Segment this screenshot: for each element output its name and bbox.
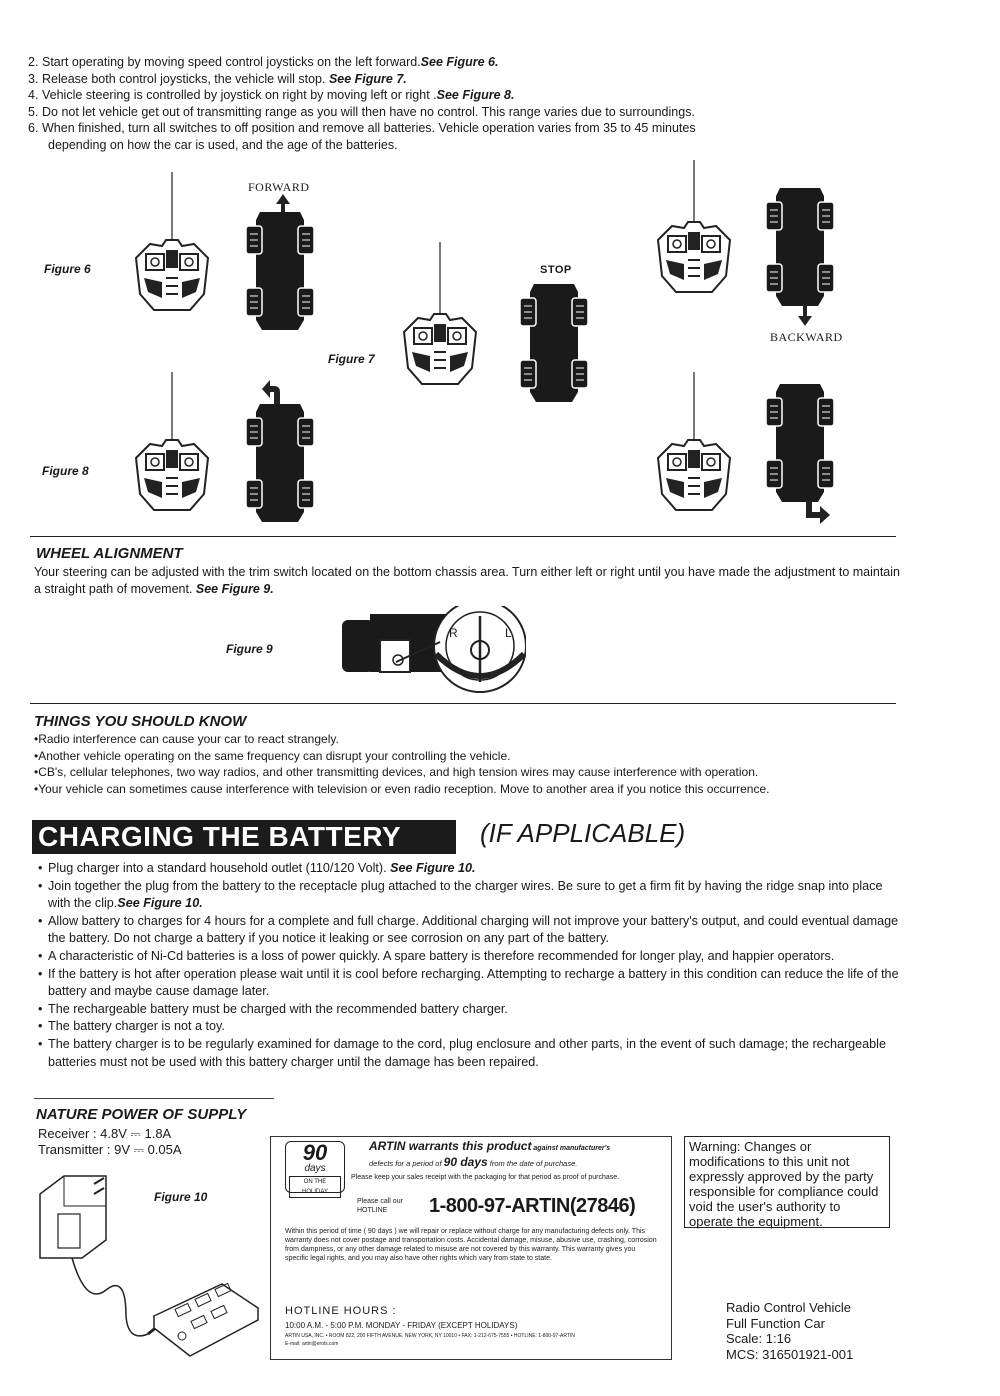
transmitter-rating: Transmitter : 9V ⎓ 0.05A xyxy=(38,1142,182,1157)
wheel-alignment-heading: WHEEL ALIGNMENT xyxy=(36,545,183,562)
figure-7-label: Figure 7 xyxy=(328,352,375,366)
supply-values xyxy=(38,1126,182,1158)
instruction-6: 6. When finished, turn all switches to off position and remove all batteries. Vehicle operation varies from 35 to 45 minutes xyxy=(28,121,696,135)
receiver-rating: Receiver : 4.8V ⎓ 1.8A xyxy=(38,1126,172,1141)
hotline-hours: 10:00 A.M. - 5:00 P.M. MONDAY - FRIDAY (EXCEPT HOLIDAYS) xyxy=(285,1321,518,1330)
figure-9-label: Figure 9 xyxy=(226,642,273,656)
charging-item-1: • Plug charger into a standard household outlet (110/120 Volt). See Figure 10. xyxy=(38,861,476,875)
supply-heading: NATURE POWER OF SUPPLY xyxy=(36,1106,247,1123)
hotline-number: 1-800-97-ARTIN(27846) xyxy=(429,1195,636,1217)
warranty-email: E-mail: artin@erols.com xyxy=(285,1341,339,1347)
warranty-headline: ARTIN warrants this product against manufacturer's xyxy=(369,1139,611,1153)
backward-car-icon xyxy=(764,188,836,308)
charging-list xyxy=(38,860,908,1071)
operating-instructions xyxy=(28,54,928,153)
instruction-3: 3. Release both control joysticks, the vehicle will stop. See Figure 7. xyxy=(28,71,407,86)
figure-8-car-icon xyxy=(244,404,316,524)
wheel-alignment-text: Your steering can be adjusted with the trim switch located on the bottom chassis area. Turn either left or right until you have made the adjustment to maintain a straight path of movement. See Figure 9. xyxy=(34,565,900,596)
reverse-turn-car-icon xyxy=(764,384,836,504)
hotline-hours-title: HOTLINE HOURS : xyxy=(285,1305,397,1317)
charging-item-2: • Join together the plug from the battery to the receptacle plug attached to the charger wires. Be sure to get a firm fit by having the ridge snap into place with the clip.See Figure 10. xyxy=(38,878,883,911)
fcc-warning: Warning: Changes or modifications to this unit not expressly approved by the party responsible for compliance could void the user's authority to operate the equipment. xyxy=(684,1136,890,1228)
charging-item-3: • Allow battery to charges for 4 hours for a complete and full charge. Additional charging will not improve your battery's output, and could eventual damage the battery. Do not charge a battery if you notice it leaking or see corrosion on any part of the battery. xyxy=(38,913,899,946)
charging-banner: CHARGING THE BATTERY xyxy=(32,820,456,854)
backward-remote-icon xyxy=(650,160,740,310)
divider-2 xyxy=(30,703,896,704)
backward-arrow-icon xyxy=(798,304,812,326)
figure-10-label: Figure 10 xyxy=(154,1190,208,1204)
stop-label: STOP xyxy=(540,264,572,276)
forward-arrow-icon xyxy=(276,194,290,214)
instruction-5: 5. Do not let vehicle get out of transmitting range as you will then have no control. This range varies due to surroundings. xyxy=(28,104,695,119)
turn-right-arrow-icon xyxy=(804,500,830,524)
warranty-address: ARTIN USA, INC. • ROOM 822, 200 FIFTH AVENUE, NEW YORK, NY 10010 • FAX: 1-212-675-7555 • HOTLINE: 1-800-97-ARTIN xyxy=(285,1333,575,1339)
instruction-4: 4. Vehicle steering is controlled by joystick on right by moving left or right .See Figure 8. xyxy=(28,88,515,102)
backward-label: BACKWARD xyxy=(770,330,843,344)
product-name: Radio Control Vehicle xyxy=(726,1300,852,1315)
trim-switch-diagram xyxy=(340,606,526,696)
things-list xyxy=(34,731,914,797)
warranty-period: defects for a period of 90 days from the date of purchase. xyxy=(369,1155,578,1169)
warranty-call-label: Please call our HOTLINE xyxy=(357,1198,403,1214)
reverse-turn-remote-icon xyxy=(650,372,740,522)
figure-7-car-icon xyxy=(518,284,590,404)
charging-item-5: • If the battery is hot after operation please wait until it is cool before recharging. Attempting to recharge a battery in this condition can reduce the life of the battery and maybe cause damage later. xyxy=(38,966,899,999)
charging-item-7: • The battery charger is not a toy. xyxy=(38,1019,225,1034)
charger-diagram xyxy=(36,1166,262,1362)
instruction-6-continued: depending on how the car is used, and the age of the batteries. xyxy=(48,137,398,152)
warranty-terms: Within this period of time ( 90 days ) we will repair or replace without charge for any manufacturing defects only. This warranty does not cover postage and transportation costs. Accidental damage, misuse, abusive use, crashing, corrosion from dampness, or any other damage related to misuse are not covered by this warranty. This warranty gives you specific legal rights, and you may also have other rights which vary from state to state. xyxy=(285,1228,657,1262)
divider-1 xyxy=(30,536,896,537)
things-item-1: • Radio interference can cause your car to react strangely. xyxy=(34,731,914,748)
charging-item-6: • The rechargeable battery must be charged with the recommended battery charger. xyxy=(38,1001,508,1016)
turn-left-arrow-icon xyxy=(262,380,284,406)
warranty-box xyxy=(270,1136,672,1360)
ninety-days-badge: 90 days ON THE HOLIDAY xyxy=(285,1141,345,1193)
divider-3 xyxy=(34,1098,274,1099)
figure-6-remote-icon xyxy=(128,172,218,327)
figure-8-label: Figure 8 xyxy=(42,464,89,478)
charging-item-8: • The battery charger is to be regularly examined for damage to the cord, plug enclosure and other parts, in the event of such damage; the rechargeable batteries must not be used with this battery charger until the damage has been repaired. xyxy=(38,1036,886,1069)
figure-6-car-icon xyxy=(244,212,316,332)
things-heading: THINGS YOU SHOULD KNOW xyxy=(34,713,247,730)
instruction-2: 2. Start operating by moving speed control joysticks on the left forward.See Figure 6. xyxy=(28,55,499,69)
warranty-keep-receipt: Please keep your sales receipt with the packaging for that period as proof of purchase. xyxy=(351,1174,620,1181)
things-item-4: • Your vehicle can sometimes cause interference with television or even radio reception. Move to another area if you notice this occurrence. xyxy=(34,781,914,798)
trim-left-label: L xyxy=(505,626,512,640)
trim-right-label: R xyxy=(449,626,458,640)
figure-7-remote-icon xyxy=(396,242,486,402)
if-applicable-label: (IF APPLICABLE) xyxy=(480,818,686,848)
figure-6-label: Figure 6 xyxy=(44,262,91,276)
things-item-2: • Another vehicle operating on the same frequency can disrupt your controlling the vehicle. xyxy=(34,748,914,765)
forward-label: FORWARD xyxy=(248,180,310,194)
charging-item-4: • A characteristic of Ni-Cd batteries is a loss of power quickly. A spare battery is therefore recommended for longer play, and happier operators. xyxy=(38,948,835,963)
product-scale: Scale: 1:16 xyxy=(726,1331,792,1346)
product-info xyxy=(726,1300,853,1362)
product-type: Full Function Car xyxy=(726,1315,825,1331)
things-item-3: • CB's, cellular telephones, two way radios, and other transmitting devices, and high tension wires may cause interference with operation. xyxy=(34,764,914,781)
product-mcs: MCS: 316501921-001 xyxy=(726,1346,854,1362)
figure-8-remote-icon xyxy=(128,372,218,522)
